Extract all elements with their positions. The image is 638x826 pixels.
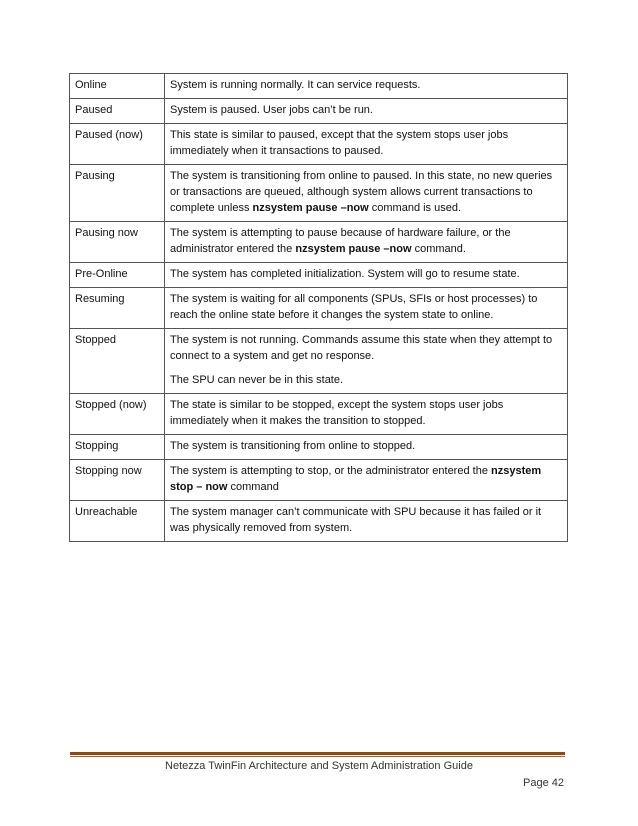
state-description-cell	[165, 288, 568, 329]
state-description-cell	[165, 435, 568, 460]
state-name-cell: Paused	[70, 99, 165, 124]
table-row	[70, 435, 568, 460]
state-name-cell: Pausing now	[70, 222, 165, 263]
state-description	[170, 397, 562, 429]
state-description	[170, 168, 562, 216]
state-description-cell	[165, 329, 568, 394]
state-note: The SPU can never be in this state.	[170, 374, 344, 386]
description-text: The system is transitioning from online to paused. In this state, no new queries or transactions are queued, although system allows current transactions to complete unless	[170, 170, 553, 214]
state-description-cell	[165, 99, 568, 124]
state-name-cell: Pausing	[70, 165, 165, 222]
table-row	[70, 460, 568, 501]
state-description-cell	[165, 501, 568, 542]
description-text: The system is transitioning from online to stopped.	[170, 440, 416, 452]
description-text: System is paused. User jobs can’t be run.	[170, 104, 373, 116]
footer-rule-thin	[70, 756, 565, 757]
table-row	[70, 288, 568, 329]
description-text: command is used.	[368, 202, 462, 214]
table-row	[70, 74, 568, 99]
system-states-table	[69, 73, 568, 542]
description-text: The system is attempting to pause because of hardware failure, or the administrator entered the	[170, 227, 511, 255]
table-row	[70, 329, 568, 394]
state-name-cell: Online	[70, 74, 165, 99]
command-text: nzsystem pause –now	[252, 202, 369, 214]
table-row	[70, 501, 568, 542]
system-states-table-body	[70, 74, 568, 542]
state-name-cell: Resuming	[70, 288, 165, 329]
description-text: The system manager can’t communicate with SPU because it has failed or it was physically removed from system.	[170, 506, 542, 534]
table-row	[70, 263, 568, 288]
state-description-cell	[165, 263, 568, 288]
state-description-cell	[165, 165, 568, 222]
table-row	[70, 124, 568, 165]
description-text: The system is not running. Commands assume this state when they attempt to connect to a system and get no response.	[170, 334, 553, 362]
description-text: command.	[411, 243, 466, 255]
state-name-cell: Stopped (now)	[70, 394, 165, 435]
table-row	[70, 165, 568, 222]
table-row	[70, 99, 568, 124]
state-description-cell	[165, 124, 568, 165]
state-description	[170, 77, 562, 93]
state-name-cell: Pre-Online	[70, 263, 165, 288]
state-name-cell: Stopping	[70, 435, 165, 460]
description-text: The state is similar to be stopped, except the system stops user jobs immediately when it makes the transition to stopped.	[170, 399, 504, 427]
state-description	[170, 291, 562, 323]
state-description	[170, 102, 562, 118]
state-name-cell: Paused (now)	[70, 124, 165, 165]
description-text: The system has completed initialization. System will go to resume state.	[170, 268, 520, 280]
state-description	[170, 225, 562, 257]
state-description-cell	[165, 74, 568, 99]
footer-rule	[70, 752, 565, 755]
page-number: Page 42	[523, 777, 564, 789]
description-text: System is running normally. It can service requests.	[170, 79, 421, 91]
state-description-cell	[165, 460, 568, 501]
description-text: command	[227, 481, 279, 493]
state-name-cell: Stopped	[70, 329, 165, 394]
state-description-cell	[165, 222, 568, 263]
footer-title: Netezza TwinFin Architecture and System Administration Guide	[165, 760, 473, 772]
description-text: The system is attempting to stop, or the administrator entered the	[170, 465, 491, 477]
table-row	[70, 394, 568, 435]
state-description	[170, 266, 562, 282]
state-name-cell: Stopping now	[70, 460, 165, 501]
state-description-cell	[165, 394, 568, 435]
state-description	[170, 438, 562, 454]
state-description	[170, 332, 562, 364]
description-text: The system is waiting for all components (SPUs, SFIs or host processes) to reach the online state before it changes the system state to online.	[170, 293, 538, 321]
command-text: nzsystem stop – now	[170, 465, 542, 493]
description-text: This state is similar to paused, except that the system stops user jobs immediately when it transactions to paused.	[170, 129, 509, 157]
table-row	[70, 222, 568, 263]
state-name-cell: Unreachable	[70, 501, 165, 542]
state-description	[170, 504, 562, 536]
state-description	[170, 127, 562, 159]
command-text: nzsystem pause –now	[295, 243, 412, 255]
state-description	[170, 463, 562, 495]
